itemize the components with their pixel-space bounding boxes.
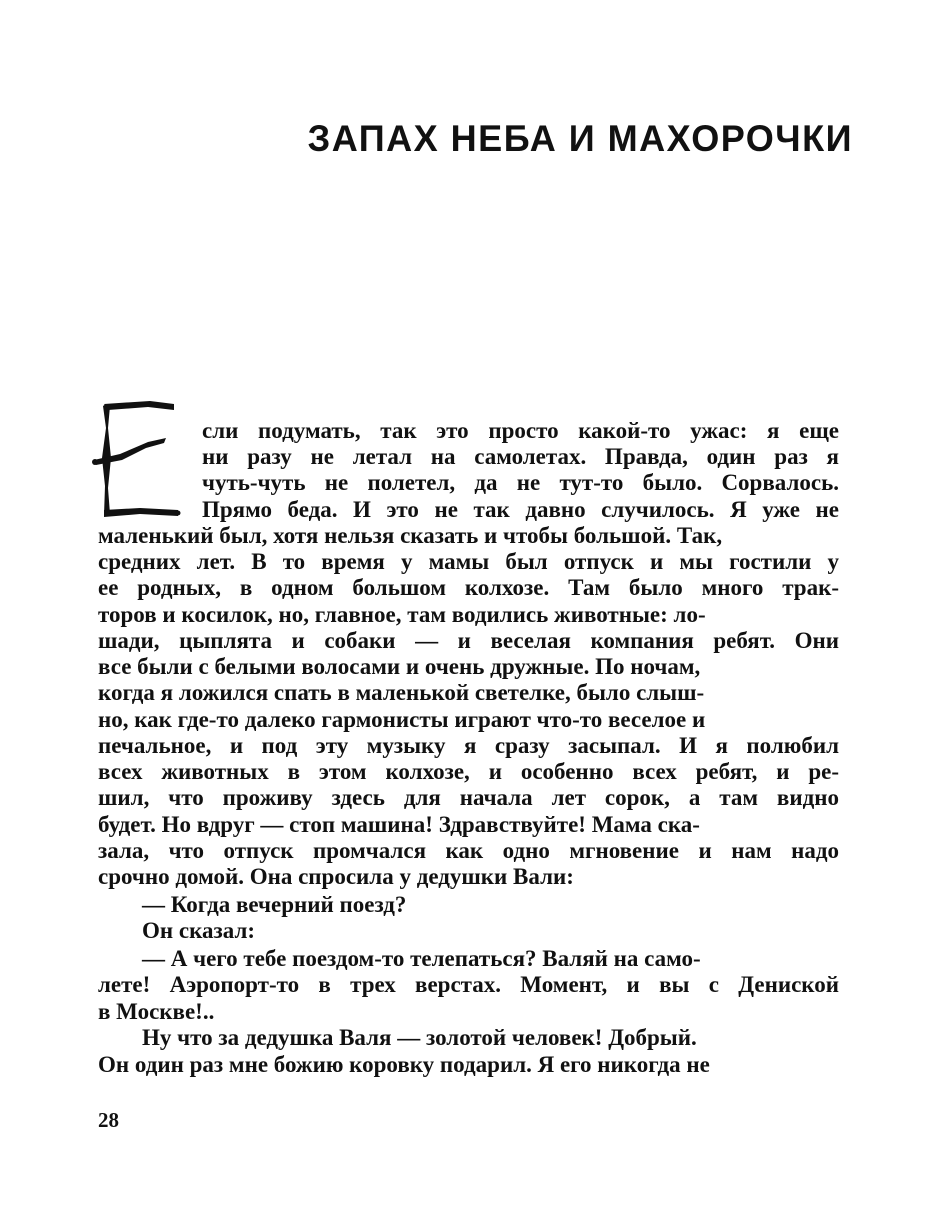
chapter-title: ЗАПАХ НЕБА И МАХОРОЧКИ <box>307 118 853 159</box>
text-line: будет. Но вдруг — стоп машина! Здравствуйте! Мама ска- <box>98 812 700 837</box>
text-line: чуть-чуть не полетел, да не тут-то было. Сорвалось. <box>202 470 839 495</box>
text-line: когда я ложился спать в маленькой светелке, было слыш- <box>98 680 705 705</box>
text-line: Он один раз мне божию коровку подарил. Я его никогда не <box>98 1052 710 1077</box>
text-line: зала, что отпуск промчался как одно мгновение и нам надо <box>98 838 839 863</box>
text-line: но, как где-то далеко гармонисты играют что-то веселое и <box>98 707 706 732</box>
text-line: сли подумать, так это просто какой-то ужас: я еще <box>202 418 839 443</box>
drop-cap-letter <box>90 398 182 520</box>
text-line: — Когда вечерний поезд? <box>142 892 407 917</box>
text-line: в Москве!.. <box>98 999 215 1024</box>
text-line: ни разу не летал на самолетах. Правда, один раз я <box>202 444 839 469</box>
text-line: печальное, и под эту музыку я сразу засыпал. И я полюбил <box>98 733 839 758</box>
text-line: Ну что за дедушка Валя — золотой человек! Добрый. <box>142 1025 697 1050</box>
page-number: 28 <box>98 1108 119 1132</box>
text-line: лете! Аэропорт-то в трех верстах. Момент, и вы с Дениской <box>98 972 839 997</box>
text-line: ее родных, в одном большом колхозе. Там было много трак- <box>98 575 839 600</box>
text-line: Он сказал: <box>142 918 256 943</box>
text-line: Прямо беда. И это не так давно случилось. Я уже не <box>202 497 839 522</box>
text-line: торов и косилок, но, главное, там водились животные: ло- <box>98 602 706 627</box>
text-line: — А чего тебе поездом-то телепаться? Валяй на само- <box>142 946 701 971</box>
text-line: маленький был, хотя нельзя сказать и чтобы большой. Так, <box>98 523 723 548</box>
text-line: всех животных в этом колхозе, и особенно всех ребят, и ре- <box>98 759 839 784</box>
text-line: шил, что проживу здесь для начала лет сорок, а там видно <box>98 785 839 810</box>
text-line: шади, цыплята и собаки — и веселая компания ребят. Они <box>98 628 839 653</box>
text-line: все были с белыми волосами и очень дружные. По ночам, <box>98 654 701 679</box>
text-line: средних лет. В то время у мамы был отпуск и мы гостили у <box>98 549 839 574</box>
text-line: срочно домой. Она спросила у дедушки Вали: <box>98 864 574 889</box>
